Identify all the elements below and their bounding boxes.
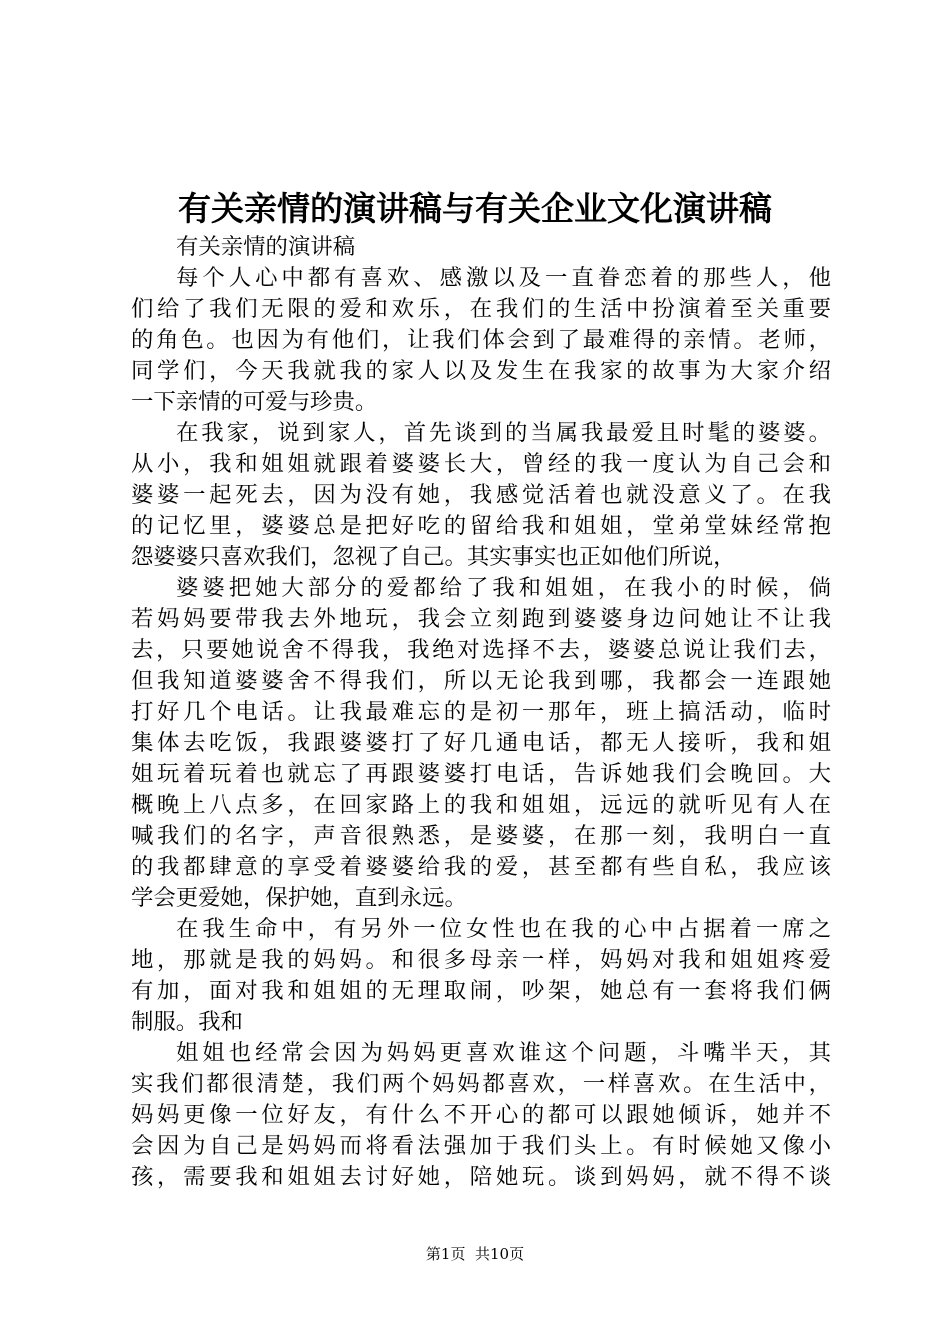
body-line: 在我生命中，有另外一位女性也在我的心中占据着一席之 <box>176 916 831 942</box>
body-line: 集体去吃饭，我跟婆婆打了好几通电话，都无人接听，我和姐 <box>131 730 831 756</box>
body-line: 婆婆把她大部分的爱都给了我和姐姐，在我小的时候，倘 <box>176 575 831 601</box>
body-line: 概晚上八点多，在回家路上的我和姐姐，远远的就听见有人在 <box>131 792 831 818</box>
body-line: 地，那就是我的妈妈。和很多母亲一样，妈妈对我和姐姐疼爱 <box>131 947 831 973</box>
body-line: 怨婆婆只喜欢我们，忽视了自己。其实事实也正如他们所说， <box>131 544 736 570</box>
body-line: 的记忆里，婆婆总是把好吃的留给我和姐姐，堂弟堂妹经常抱 <box>131 513 831 539</box>
body-line: 若妈妈要带我去外地玩，我会立刻跑到婆婆身边问她让不让我 <box>131 606 831 632</box>
body-line: 姐姐也经常会因为妈妈更喜欢谁这个问题，斗嘴半天，其 <box>176 1040 831 1066</box>
body-line: 妈妈更像一位好友，有什么不开心的都可以跟她倾诉，她并不 <box>131 1102 831 1128</box>
body-line: 姐玩着玩着也就忘了再跟婆婆打电话，告诉她我们会晚回。大 <box>131 761 831 787</box>
body-line: 每个人心中都有喜欢、感激以及一直眷恋着的那些人，他 <box>176 265 831 291</box>
body-line: 婆婆一起死去，因为没有她，我感觉活着也就没意义了。在我 <box>131 482 831 508</box>
body-line: 实我们都很清楚，我们两个妈妈都喜欢，一样喜欢。在生活中， <box>131 1071 831 1097</box>
body-line: 们给了我们无限的爱和欢乐，在我们的生活中扮演着至关重要 <box>131 296 831 322</box>
page-number: 第1页 <box>425 1245 466 1263</box>
body-line: 喊我们的名字，声音很熟悉，是婆婆，在那一刻，我明白一直 <box>131 823 831 849</box>
body-line: 有加，面对我和姐姐的无理取闹，吵架，她总有一套将我们俩 <box>131 978 831 1004</box>
body-line: 会因为自己是妈妈而将看法强加于我们头上。有时候她又像小 <box>131 1133 831 1159</box>
body-line: 一下亲情的可爱与珍贵。 <box>131 389 378 415</box>
body-line: 去，只要她说舍不得我，我绝对选择不去，婆婆总说让我们去， <box>131 637 831 663</box>
body-line: 制服。我和 <box>131 1009 243 1035</box>
body-line: 打好几个电话。让我最难忘的是初一那年，班上搞活动，临时 <box>131 699 831 725</box>
body-line: 的角色。也因为有他们，让我们体会到了最难得的亲情。老师， <box>131 327 831 353</box>
body-line: 学会更爱她，保护她，直到永远。 <box>131 885 467 911</box>
body-line: 从小，我和姐姐就跟着婆婆长大，曾经的我一度认为自己会和 <box>131 451 831 477</box>
document-body <box>131 232 831 1193</box>
document-title: 有关亲情的演讲稿与有关企业文化演讲稿 <box>178 189 772 228</box>
page-total: 共10页 <box>475 1245 525 1263</box>
body-line: 同学们，今天我就我的家人以及发生在我家的故事为大家介绍 <box>131 358 831 384</box>
body-line: 但我知道婆婆舍不得我们，所以无论我到哪，我都会一连跟她 <box>131 668 831 694</box>
body-line: 有关亲情的演讲稿 <box>176 234 356 260</box>
body-line: 孩，需要我和姐姐去讨好她，陪她玩。谈到妈妈，就不得不谈 <box>131 1164 831 1190</box>
body-line: 在我家，说到家人，首先谈到的当属我最爱且时髦的婆婆。 <box>176 420 831 446</box>
body-line: 的我都肆意的享受着婆婆给我的爱，甚至都有些自私，我应该 <box>131 854 831 880</box>
page-footer <box>0 1243 950 1265</box>
